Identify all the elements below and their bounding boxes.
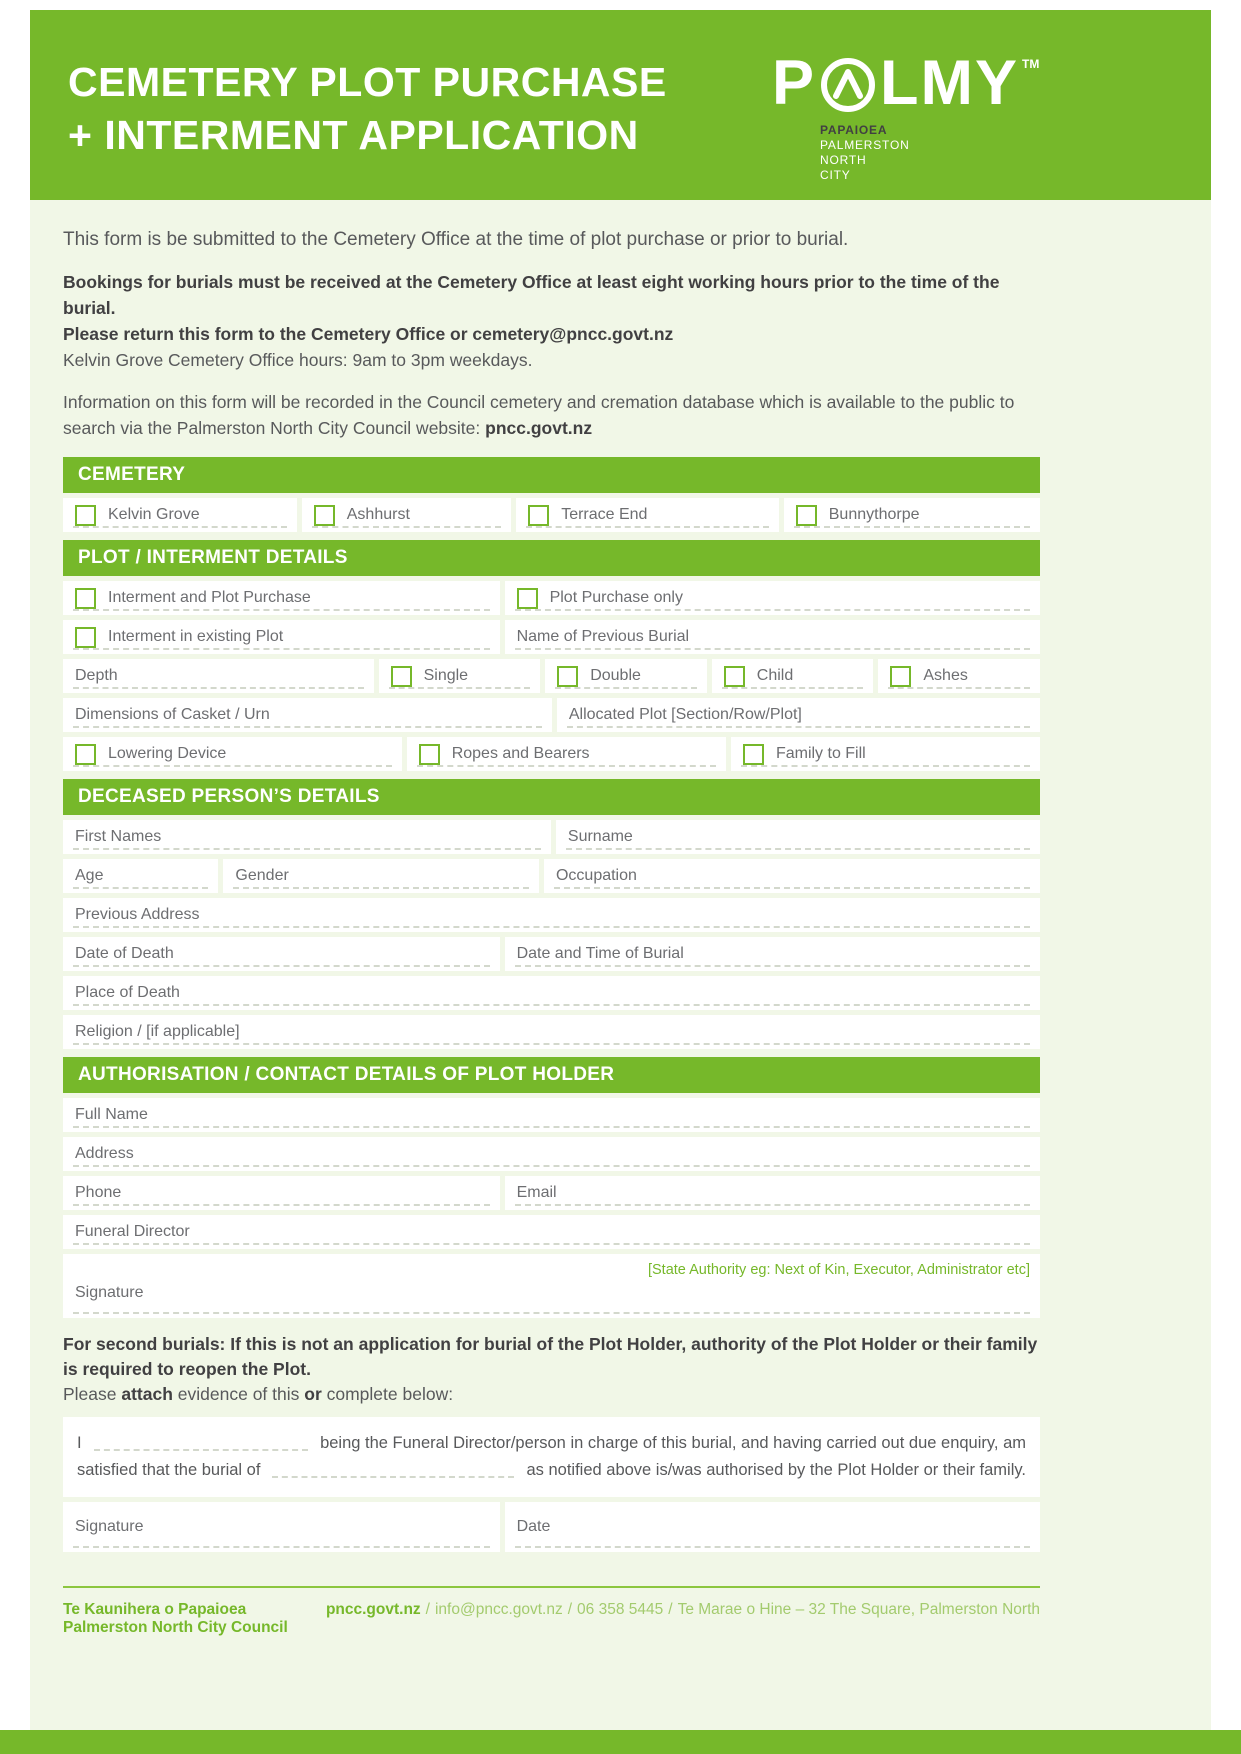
lowering-device-checkbox[interactable] — [75, 744, 96, 765]
checkbox-field-ropes-and-bearers[interactable] — [407, 737, 726, 771]
field-label: Date of Death — [75, 945, 174, 962]
field-label: Address — [75, 1145, 134, 1162]
logo-letter-p: P — [772, 48, 817, 118]
declaration-name-blank[interactable] — [94, 1449, 308, 1451]
declaration-line-1 — [77, 1430, 1026, 1457]
field-full-name[interactable] — [63, 1098, 1040, 1132]
field-label: Age — [75, 867, 104, 884]
logo-subtitle-line: CITY — [820, 168, 851, 182]
section-header-authorisation — [63, 1057, 1040, 1093]
field-age[interactable] — [63, 859, 218, 893]
field-label: Bunnythorpe — [828, 506, 920, 523]
authorisation-row-1 — [63, 1098, 1040, 1132]
declaration-line2-text: as notified above is/was authorised by the Plot Holder or their family. — [526, 1461, 1026, 1479]
field-label: Surname — [567, 828, 633, 845]
deceased-row-4 — [63, 937, 1040, 971]
logo-subtitle — [820, 123, 1039, 183]
second-burial-bold-text: For second burials: If this is not an application for burial of the Plot Holder, authority of the Plot Holder or their family is required to reopen the Plot. — [63, 1334, 1038, 1379]
field-label: Lowering Device — [108, 745, 227, 762]
logo-subtitle-line: NORTH — [820, 153, 867, 167]
form-body — [30, 200, 1211, 1730]
declaration-burial-of-blank[interactable] — [272, 1476, 514, 1478]
plot-row-depth — [63, 659, 1040, 693]
booking-bold-line1: Bookings for burials must be received at the Cemetery Office at least eight working hours prior to the time of the burial. — [63, 272, 1000, 318]
field-address[interactable] — [63, 1137, 1040, 1171]
field-label: Email — [516, 1184, 557, 1201]
plot-row-4 — [63, 698, 1040, 732]
deceased-row-1 — [63, 820, 1040, 854]
field-phone[interactable] — [63, 1176, 500, 1210]
ashhurst-checkbox[interactable] — [314, 505, 335, 526]
booking-bold-line2: Please return this form to the Cemetery Office or cemetery@pncc.govt.nz — [63, 324, 674, 344]
section-title: CEMETERY — [78, 464, 186, 485]
attach-evidence-text: complete below: — [321, 1384, 454, 1404]
field-first-names[interactable] — [63, 820, 551, 854]
single-checkbox[interactable] — [391, 666, 412, 687]
child-checkbox[interactable] — [724, 666, 745, 687]
section-title: AUTHORISATION / CONTACT DETAILS OF PLOT HOLDER — [78, 1064, 615, 1085]
form-title-line2: + INTERMENT APPLICATION — [68, 112, 639, 158]
checkbox-field-ashes[interactable] — [878, 659, 1040, 693]
authorisation-row-5 — [63, 1254, 1040, 1318]
final-signature-row — [63, 1502, 1040, 1552]
field-label: Terrace End — [561, 506, 648, 523]
field-signature-final[interactable] — [63, 1502, 500, 1552]
booking-instructions — [63, 269, 1040, 373]
field-label: Interment in existing Plot — [108, 628, 284, 645]
field-allocated-plot[interactable] — [557, 698, 1040, 732]
deceased-row-6 — [63, 1015, 1040, 1049]
database-notice-text: Information on this form will be recorded in the Council cemetery and cremation database which is available to the public to search via the Palmerston North City Council website: — [63, 392, 1015, 438]
field-label: Signature — [75, 1518, 144, 1535]
field-occupation[interactable] — [544, 859, 1040, 893]
palmy-logo — [772, 48, 1040, 183]
field-label: Date and Time of Burial — [516, 945, 684, 962]
logo-subtitle-line: PALMERSTON — [820, 138, 910, 152]
checkbox-field-terrace-end[interactable] — [516, 498, 779, 532]
logo-letters-lmy: LMY — [880, 48, 1020, 118]
interment-in-existing-plot-checkbox[interactable] — [75, 627, 96, 648]
plot-row-5 — [63, 737, 1040, 771]
terrace-end-checkbox[interactable] — [528, 505, 549, 526]
double-checkbox[interactable] — [557, 666, 578, 687]
form-column — [63, 226, 1040, 1637]
attach-evidence-text: evidence of this — [172, 1384, 305, 1404]
field-gender[interactable] — [223, 859, 539, 893]
plot-row-2 — [63, 620, 1040, 654]
declaration-i-label: I — [77, 1434, 82, 1452]
field-label: Ashhurst — [346, 506, 410, 523]
field-depth[interactable] — [63, 659, 374, 693]
page-footer — [63, 1586, 1040, 1637]
field-previous-address[interactable] — [63, 898, 1040, 932]
database-notice — [63, 389, 1040, 441]
office-hours-line: Kelvin Grove Cemetery Office hours: 9am to 3pm weekdays. — [63, 350, 533, 370]
footer-phone: 06 358 5445 — [577, 1601, 664, 1618]
attach-evidence-text: Please — [63, 1384, 122, 1404]
deceased-row-5 — [63, 976, 1040, 1010]
field-religion[interactable] — [63, 1015, 1040, 1049]
deceased-row-3 — [63, 898, 1040, 932]
footer-website-link[interactable]: pncc.govt.nz — [325, 1601, 421, 1618]
field-label: Name of Previous Burial — [516, 628, 690, 645]
field-date-final[interactable] — [505, 1502, 1040, 1552]
checkbox-field-single[interactable] — [379, 659, 541, 693]
second-burial-declaration — [63, 1417, 1040, 1497]
field-label: Full Name — [75, 1106, 148, 1123]
footer-separator: / — [425, 1601, 430, 1618]
field-label: Depth — [75, 667, 118, 684]
section-header-deceased — [63, 779, 1040, 815]
intro-text: This form is be submitted to the Cemetery Office at the time of plot purchase or prior to burial. — [63, 229, 849, 250]
section-header-cemetery — [63, 457, 1040, 493]
footer-email-link[interactable]: info@pncc.govt.nz — [434, 1601, 563, 1618]
plot-row-1 — [63, 581, 1040, 615]
bunnythorpe-checkbox[interactable] — [796, 505, 817, 526]
checkbox-field-plot-purchase-only[interactable] — [505, 581, 1040, 615]
cemetery-options-row — [63, 498, 1040, 532]
logo-trademark: TM — [1022, 57, 1040, 71]
checkbox-field-family-to-fill[interactable] — [731, 737, 1040, 771]
authorisation-row-2 — [63, 1137, 1040, 1171]
field-label: Interment and Plot Purchase — [108, 589, 311, 606]
deceased-row-2 — [63, 859, 1040, 893]
form-header — [30, 10, 1211, 200]
checkbox-field-kelvin-grove[interactable] — [63, 498, 297, 532]
second-burial-note — [63, 1332, 1040, 1407]
bottom-green-band — [0, 1730, 1241, 1754]
field-label: Phone — [75, 1184, 122, 1201]
checkbox-field-double[interactable] — [545, 659, 707, 693]
field-place-of-death[interactable] — [63, 976, 1040, 1010]
checkbox-field-child[interactable] — [712, 659, 874, 693]
field-label: Allocated Plot [Section/Row/Plot] — [568, 706, 802, 723]
section-header-plot-interment — [63, 540, 1040, 576]
authorisation-row-4 — [63, 1215, 1040, 1249]
footer-address: Te Marae o Hine – 32 The Square, Palmerston North — [677, 1601, 1040, 1618]
field-date-of-death[interactable] — [63, 937, 500, 971]
field-label: Ropes and Bearers — [451, 745, 590, 762]
field-funeral-director[interactable] — [63, 1215, 1040, 1249]
field-date-and-time-of-burial[interactable] — [505, 937, 1040, 971]
footer-contact-details — [326, 1601, 1040, 1637]
declaration-line-2 — [77, 1457, 1026, 1484]
checkbox-field-lowering-device[interactable] — [63, 737, 402, 771]
declaration-burial-of-label: satisfied that the burial of — [77, 1461, 261, 1479]
authorisation-row-3 — [63, 1176, 1040, 1210]
field-label: Gender — [235, 867, 289, 884]
field-label: Single — [423, 667, 469, 684]
form-title — [68, 56, 667, 162]
ashes-checkbox[interactable] — [890, 666, 911, 687]
field-label: Double — [590, 667, 641, 684]
field-email[interactable] — [505, 1176, 1040, 1210]
field-label: Dimensions of Casket / Urn — [75, 706, 270, 723]
field-label: Religion / [if applicable] — [75, 1023, 240, 1040]
form-title-line1: CEMETERY PLOT PURCHASE — [68, 59, 667, 105]
ropes-and-bearers-checkbox[interactable] — [419, 744, 440, 765]
checkbox-field-interment-in-existing-plot[interactable] — [63, 620, 500, 654]
field-signature-plot-holder[interactable] — [63, 1254, 1040, 1318]
logo-subtitle-line: PAPAIOEA — [820, 123, 888, 137]
field-label: First Names — [75, 828, 162, 845]
attach-evidence-line — [63, 1382, 1040, 1407]
or-word: or — [304, 1384, 322, 1404]
kelvin-grove-checkbox[interactable] — [75, 505, 96, 526]
checkbox-field-bunnythorpe[interactable] — [784, 498, 1040, 532]
field-label: Child — [756, 667, 794, 684]
field-label: Signature — [75, 1284, 144, 1301]
interment-and-plot-purchase-checkbox[interactable] — [75, 588, 96, 609]
section-title: DECEASED PERSON’S DETAILS — [78, 786, 380, 807]
field-label: Family to Fill — [775, 745, 866, 762]
plot-purchase-only-checkbox[interactable] — [517, 588, 538, 609]
section-title: PLOT / INTERMENT DETAILS — [78, 547, 348, 568]
field-label: Previous Address — [75, 906, 200, 923]
field-label: Funeral Director — [75, 1223, 190, 1240]
declaration-line1-text: being the Funeral Director/person in charge of this burial, and having carried out due enquiry, am — [320, 1434, 1026, 1452]
field-label: Ashes — [923, 667, 968, 684]
checkbox-field-ashhurst[interactable] — [302, 498, 511, 532]
field-label: Occupation — [555, 867, 637, 884]
attach-word: attach — [121, 1384, 173, 1404]
field-dimensions-of-casket-urn[interactable] — [63, 698, 552, 732]
field-name-of-previous-burial[interactable] — [505, 620, 1040, 654]
palmy-koru-a-icon — [819, 55, 877, 113]
field-label: Date — [516, 1518, 551, 1535]
field-label: Plot Purchase only — [549, 589, 683, 606]
database-notice-website: pncc.govt.nz — [485, 418, 593, 438]
footer-separator: / — [668, 1601, 673, 1618]
checkbox-field-interment-and-plot-purchase[interactable] — [63, 581, 500, 615]
family-to-fill-checkbox[interactable] — [743, 744, 764, 765]
logo-wordmark — [772, 48, 1040, 118]
state-authority-note: [State Authority eg: Next of Kin, Executor, Administrator etc] — [647, 1262, 1030, 1278]
field-label: Kelvin Grove — [108, 506, 200, 523]
field-label: Place of Death — [75, 984, 180, 1001]
footer-council-name: Te Kaunihera o Papaioea Palmerston North City Council — [63, 1601, 288, 1636]
footer-separator: / — [567, 1601, 573, 1618]
field-surname[interactable] — [556, 820, 1040, 854]
